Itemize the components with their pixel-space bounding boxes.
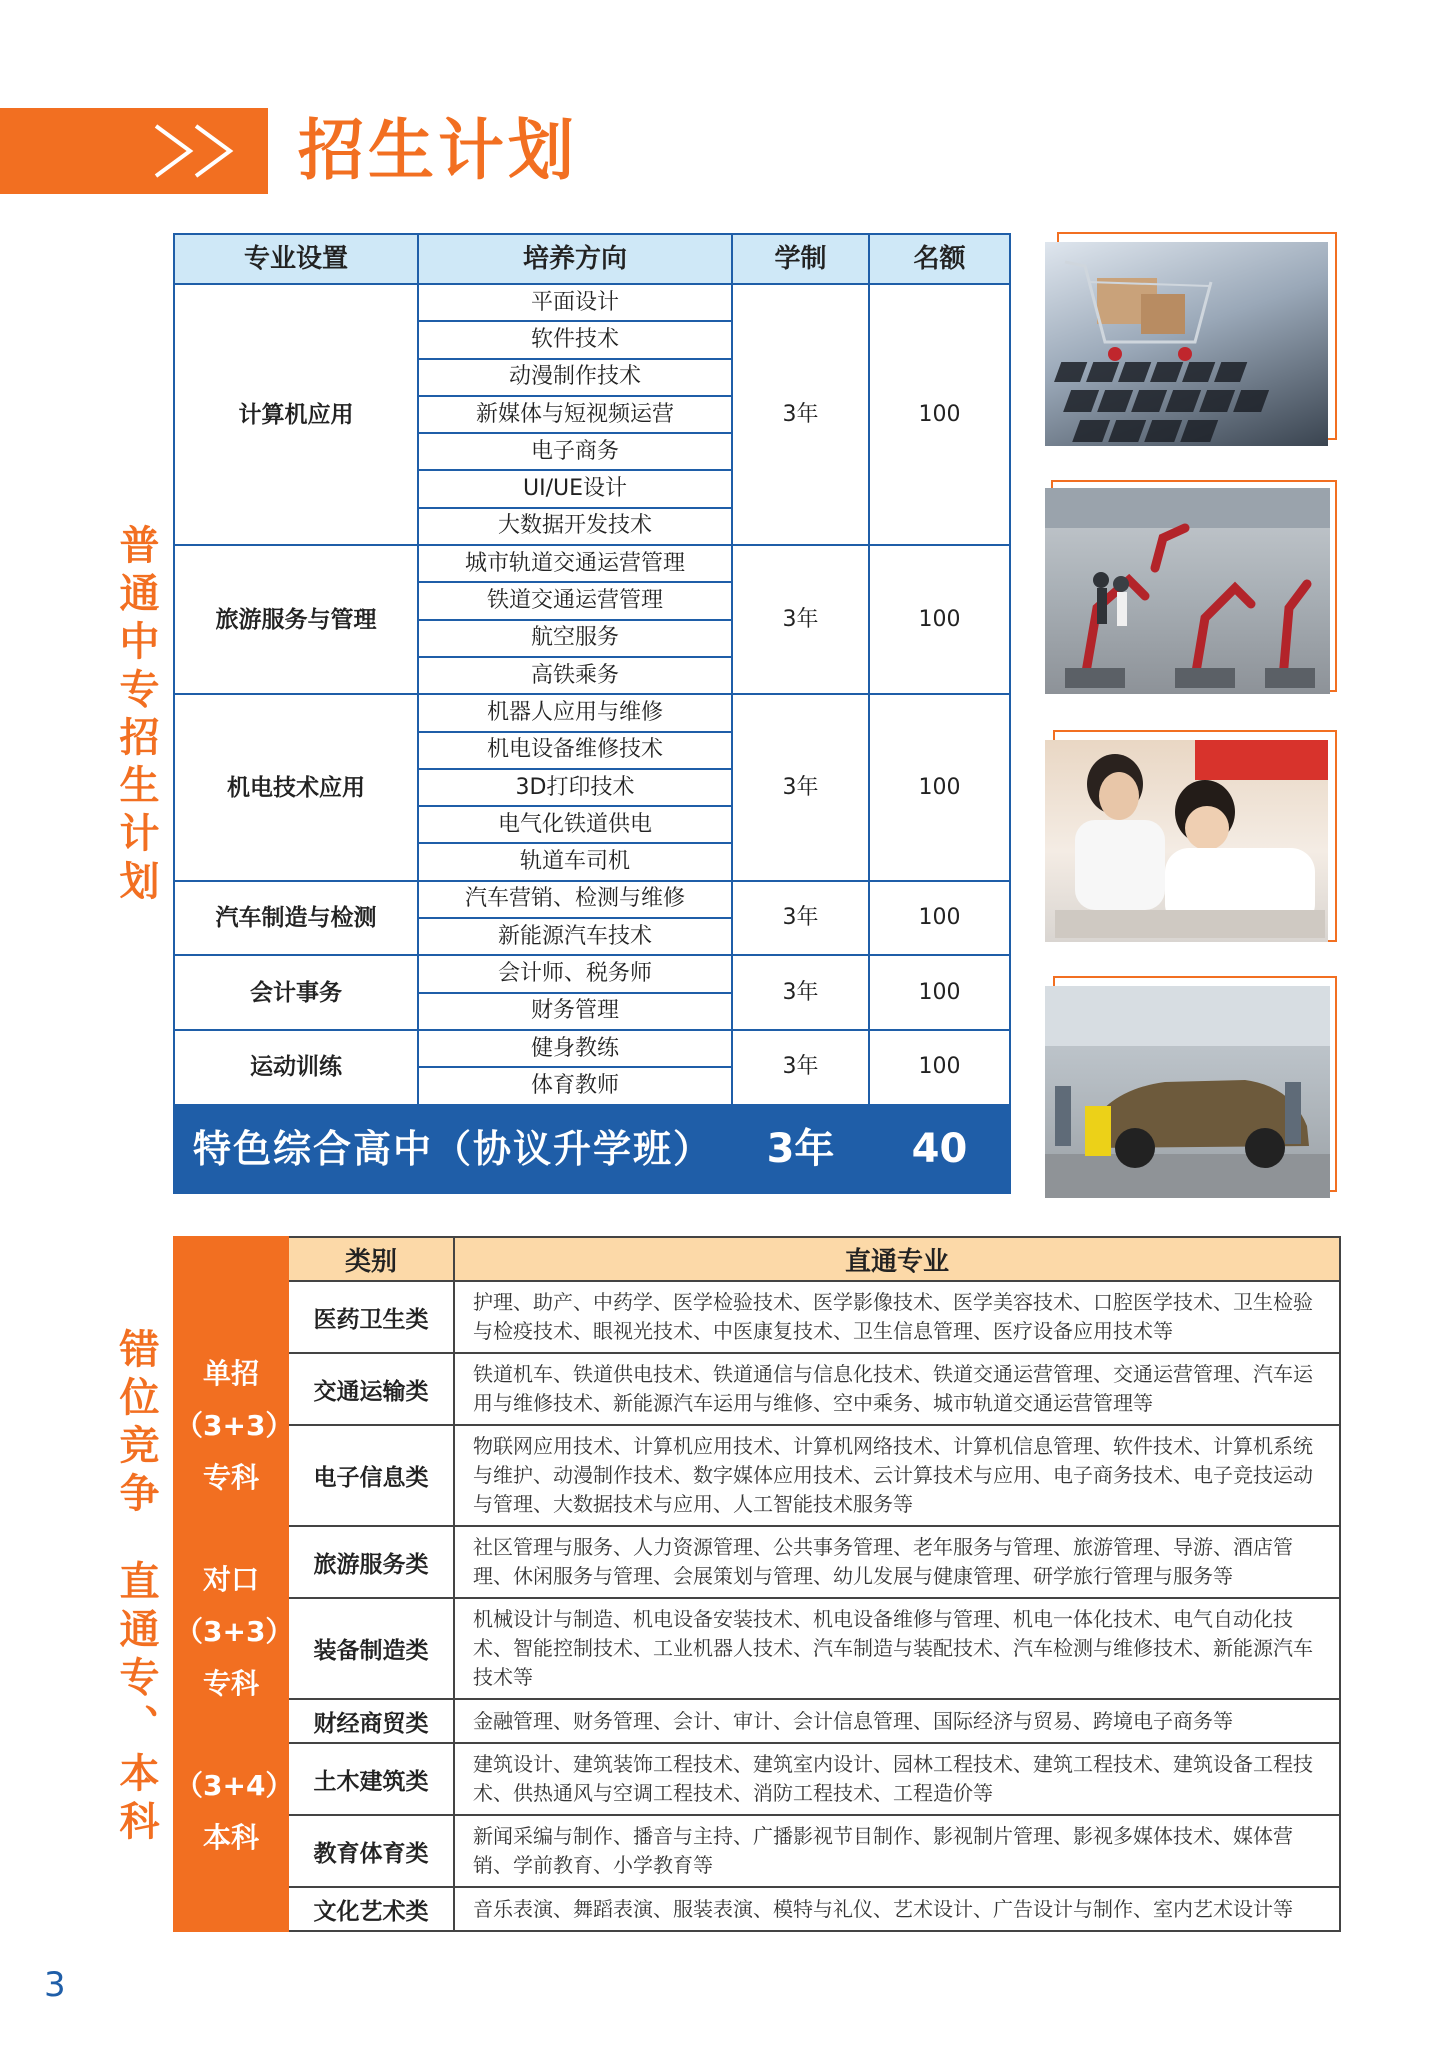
robot-workshop-photo — [1045, 480, 1339, 694]
category-cell: 交通运输类 — [288, 1353, 454, 1425]
direction-cell: 航空服务 — [418, 620, 732, 657]
header-years: 学制 — [732, 234, 869, 284]
major-cell: 机电技术应用 — [174, 694, 418, 880]
quota-cell: 100 — [869, 545, 1010, 694]
pathway-table — [173, 1236, 1341, 1932]
table-row — [174, 1699, 1340, 1743]
category-cell: 旅游服务类 — [288, 1526, 454, 1598]
shopping-cart-on-keyboard-photo — [1045, 232, 1339, 446]
direction-cell: 软件技术 — [418, 321, 732, 358]
category-cell: 装备制造类 — [288, 1598, 454, 1699]
quota-cell: 100 — [869, 881, 1010, 956]
category-cell: 教育体育类 — [288, 1815, 454, 1887]
major-cell: 旅游服务与管理 — [174, 545, 418, 694]
direction-cell: UI/UE设计 — [418, 470, 732, 507]
category-cell: 土木建筑类 — [288, 1743, 454, 1815]
special-class-quota: 40 — [869, 1105, 1010, 1193]
header-category: 类别 — [288, 1237, 454, 1281]
major-cell: 计算机应用 — [174, 284, 418, 545]
years-cell: 3年 — [732, 284, 869, 545]
table-row — [174, 1743, 1340, 1815]
robot-arms-illustration — [1045, 488, 1330, 694]
direction-cell: 电子商务 — [418, 433, 732, 470]
header-direction: 培养方向 — [418, 234, 732, 284]
table-row — [174, 1425, 1340, 1526]
side-label-plan: 普通中专招生计划 — [113, 524, 159, 908]
direction-cell: 高铁乘务 — [418, 657, 732, 694]
direction-cell: 汽车营销、检测与维修 — [418, 881, 732, 918]
header-quota: 名额 — [869, 234, 1010, 284]
direction-cell: 3D打印技术 — [418, 769, 732, 806]
side-a-line2: （3+3） — [175, 1409, 294, 1442]
car-service-illustration — [1045, 986, 1330, 1198]
years-cell: 3年 — [732, 545, 869, 694]
table-row — [174, 881, 1010, 918]
pathway-header-row — [174, 1237, 1340, 1281]
pathway-header-blank — [174, 1237, 288, 1281]
majors-cell: 物联网应用技术、计算机应用技术、计算机网络技术、计算机信息管理、软件技术、计算机系统与维护、动漫制作技术、数字媒体应用技术、云计算技术与应用、电子商务技术、电子竞技运动与管理、大数据技术与应用、人工智能技术服务等 — [454, 1425, 1340, 1526]
side-c-line1: （3+4） — [175, 1769, 294, 1802]
direction-cell: 新媒体与短视频运营 — [418, 396, 732, 433]
majors-cell: 音乐表演、舞蹈表演、服装表演、模特与礼仪、艺术设计、广告设计与制作、室内艺术设计等 — [454, 1887, 1340, 1931]
header-major: 专业设置 — [174, 234, 418, 284]
direction-cell: 健身教练 — [418, 1030, 732, 1067]
side-label-direct-b: 直通专、本科 — [113, 1560, 159, 1848]
table-row — [174, 1353, 1340, 1425]
years-cell: 3年 — [732, 694, 869, 880]
direction-cell: 电气化铁道供电 — [418, 806, 732, 843]
table-row — [174, 1526, 1340, 1598]
table-row — [174, 1887, 1340, 1931]
side-label-direct-a: 错位竞争 — [113, 1328, 159, 1520]
quota-cell: 100 — [869, 955, 1010, 1030]
years-cell: 3年 — [732, 1030, 869, 1105]
students-illustration — [1045, 740, 1328, 942]
side-b-line1: 对口 — [202, 1563, 259, 1596]
title-banner — [0, 108, 268, 194]
special-class-years: 3年 — [732, 1105, 869, 1193]
direction-cell: 城市轨道交通运营管理 — [418, 545, 732, 582]
pathway-side-label — [174, 1281, 294, 1931]
majors-cell: 机械设计与制造、机电设备安装技术、机电设备维修与管理、机电一体化技术、电气自动化技术、智能控制技术、工业机器人技术、汽车制造与装配技术、汽车检测与维修技术、新能源汽车技术等 — [454, 1598, 1340, 1699]
students-handcraft-photo — [1045, 728, 1339, 942]
side-b-line3: 专科 — [202, 1667, 259, 1700]
table-row — [174, 284, 1010, 321]
majors-cell: 建筑设计、建筑装饰工程技术、建筑室内设计、园林工程技术、建筑工程技术、建筑设备工程技术、供热通风与空调工程技术、消防工程技术、工程造价等 — [454, 1743, 1340, 1815]
direction-cell: 机电设备维修技术 — [418, 732, 732, 769]
direction-cell: 机器人应用与维修 — [418, 694, 732, 731]
direction-cell: 财务管理 — [418, 993, 732, 1030]
direction-cell: 平面设计 — [418, 284, 732, 321]
header-direct-majors: 直通专业 — [454, 1237, 1340, 1281]
majors-cell: 护理、助产、中药学、医学检验技术、医学影像技术、医学美容技术、口腔医学技术、卫生检验与检疫技术、眼视光技术、中医康复技术、卫生信息管理、医疗设备应用技术等 — [454, 1281, 1340, 1353]
direction-cell: 体育教师 — [418, 1067, 732, 1104]
majors-cell: 金融管理、财务管理、会计、审计、会计信息管理、国际经济与贸易、跨境电子商务等 — [454, 1699, 1340, 1743]
years-cell: 3年 — [732, 955, 869, 1030]
enrollment-table — [173, 233, 1011, 1194]
major-cell: 汽车制造与检测 — [174, 881, 418, 956]
category-cell: 财经商贸类 — [288, 1699, 454, 1743]
majors-cell: 新闻采编与制作、播音与主持、广播影视节目制作、影视制片管理、影视多媒体技术、媒体营销、学前教育、小学教育等 — [454, 1815, 1340, 1887]
years-cell: 3年 — [732, 881, 869, 956]
table-row — [174, 1030, 1010, 1067]
page-number: 3 — [44, 1965, 66, 2005]
page-title: 招生计划 — [298, 112, 578, 189]
majors-cell: 铁道机车、铁道供电技术、铁道通信与信息化技术、铁道交通运营管理、交通运营管理、汽车运用与维修技术、新能源汽车运用与维修、空中乘务、城市轨道交通运营管理等 — [454, 1353, 1340, 1425]
direction-cell: 动漫制作技术 — [418, 359, 732, 396]
category-cell: 文化艺术类 — [288, 1887, 454, 1931]
side-c-line2: 本科 — [202, 1821, 259, 1854]
direction-cell: 新能源汽车技术 — [418, 918, 732, 955]
table-row — [174, 955, 1010, 992]
table-row — [174, 1281, 1340, 1353]
table-row — [174, 694, 1010, 731]
direction-cell: 大数据开发技术 — [418, 508, 732, 545]
special-class-name: 特色综合高中（协议升学班） — [174, 1105, 732, 1193]
side-a-line3: 专科 — [202, 1461, 259, 1494]
enrollment-header-row — [174, 234, 1010, 284]
side-a-line1: 单招 — [202, 1357, 259, 1390]
side-b-line2: （3+3） — [175, 1615, 294, 1648]
quota-cell: 100 — [869, 694, 1010, 880]
table-row — [174, 545, 1010, 582]
side-label-direct — [112, 1328, 160, 1848]
keyboard-cart-illustration — [1045, 242, 1328, 446]
quota-cell: 100 — [869, 1030, 1010, 1105]
direction-cell: 会计师、税务师 — [418, 955, 732, 992]
car-workshop-photo — [1045, 976, 1339, 1198]
direction-cell: 轨道车司机 — [418, 843, 732, 880]
quota-cell: 100 — [869, 284, 1010, 545]
special-class-row — [174, 1105, 1010, 1193]
direction-cell: 铁道交通运营管理 — [418, 582, 732, 619]
table-row — [174, 1815, 1340, 1887]
major-cell: 会计事务 — [174, 955, 418, 1030]
majors-cell: 社区管理与服务、人力资源管理、公共事务管理、老年服务与管理、旅游管理、导游、酒店管理、休闲服务与管理、会展策划与管理、幼儿发展与健康管理、研学旅行管理与服务等 — [454, 1526, 1340, 1598]
category-cell: 医药卫生类 — [288, 1281, 454, 1353]
double-chevron-icon — [152, 122, 248, 180]
category-cell: 电子信息类 — [288, 1425, 454, 1526]
major-cell: 运动训练 — [174, 1030, 418, 1105]
table-row — [174, 1598, 1340, 1699]
